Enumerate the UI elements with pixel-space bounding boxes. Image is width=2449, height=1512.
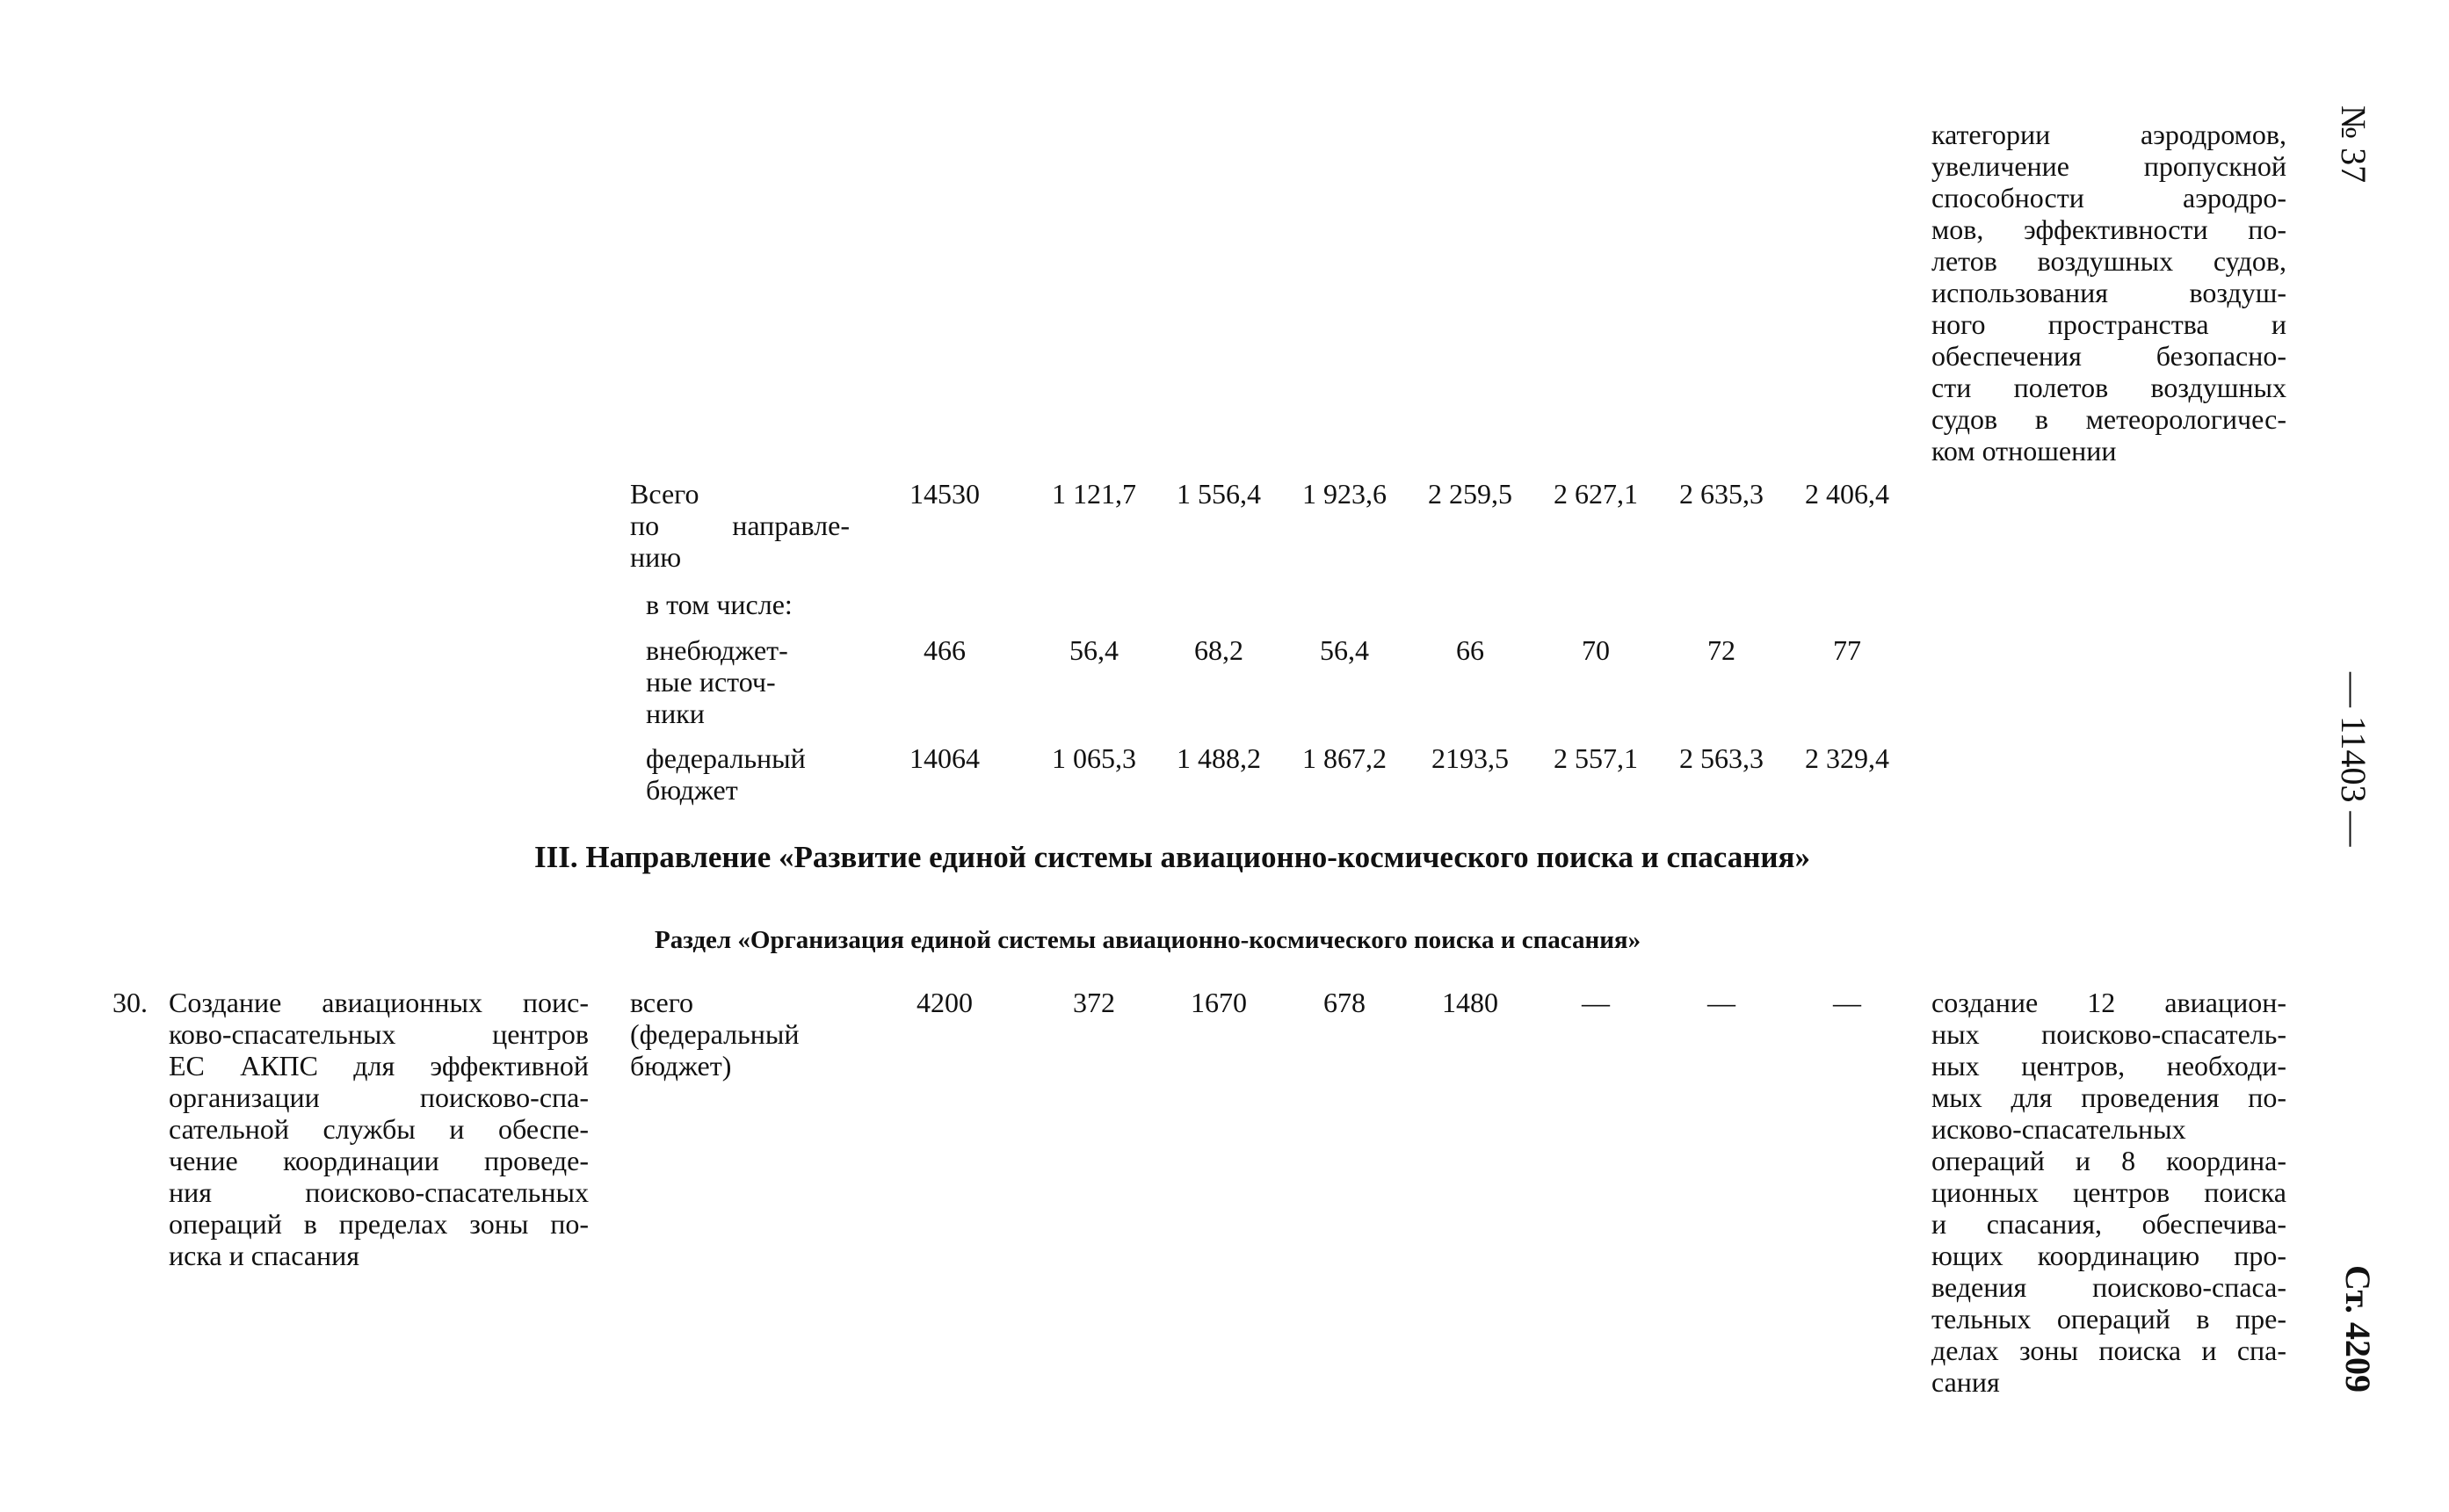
label-line: ные источ- xyxy=(646,666,776,698)
purpose-line: ных центров, необходи- xyxy=(1931,1050,2286,1082)
purpose-line: мов, эффективности по- xyxy=(1931,213,2286,245)
purpose-line: исково-спасательных xyxy=(1931,1113,2186,1145)
name-line: ЕС АКПС для эффективной xyxy=(169,1050,589,1082)
name-line: ния поисково-спасательных xyxy=(169,1176,589,1208)
purpose-line: обеспечения безопасно- xyxy=(1931,340,2286,372)
purpose-line: категории аэродромов, xyxy=(1931,119,2286,150)
purpose-line: судов в метеорологичес- xyxy=(1931,403,2286,435)
name-line: операций в пределах зоны по- xyxy=(169,1208,589,1240)
including-label: в том числе: xyxy=(646,589,793,620)
offbudget-label xyxy=(646,634,830,729)
federal-value: 2 563,3 xyxy=(1679,742,1764,774)
document-page-number: — 11403 — xyxy=(2334,672,2373,847)
item-value: — xyxy=(1833,987,1861,1018)
label-line: ники xyxy=(646,698,705,729)
direction-heading: III. Направление «Развитие единой системы авиационно-космического поиска и спасания» xyxy=(534,840,1810,874)
federal-value: 1 488,2 xyxy=(1177,742,1261,774)
totals-value: 2 627,1 xyxy=(1554,478,1638,510)
item-funding-source xyxy=(630,987,841,1082)
federal-value: 1 867,2 xyxy=(1302,742,1387,774)
totals-value: 1 121,7 xyxy=(1052,478,1136,510)
item-value: 678 xyxy=(1323,987,1366,1018)
federal-value: 14064 xyxy=(909,742,980,774)
article-number: Ст. 4209 xyxy=(2338,1265,2378,1393)
label-line: бюджет xyxy=(646,774,738,806)
label-line: Всего xyxy=(630,478,699,510)
label-line: нию xyxy=(630,541,682,573)
item-value: 4200 xyxy=(917,987,973,1018)
totals-value: 1 923,6 xyxy=(1302,478,1387,510)
purpose-line: использования воздуш- xyxy=(1931,277,2286,308)
offbudget-value: 66 xyxy=(1456,634,1484,666)
item-value: — xyxy=(1582,987,1610,1018)
label-line: по направле- xyxy=(630,510,850,541)
purpose-line: и спасания, обеспечива- xyxy=(1931,1208,2286,1240)
purpose-line: ведения поисково-спаса- xyxy=(1931,1271,2286,1303)
offbudget-value: 68,2 xyxy=(1194,634,1243,666)
name-line: сательной службы и обеспе- xyxy=(169,1113,589,1145)
totals-value: 14530 xyxy=(909,478,980,510)
totals-value: 1 556,4 xyxy=(1177,478,1261,510)
purpose-line: летов воздушных судов, xyxy=(1931,245,2286,277)
federal-value: 1 065,3 xyxy=(1052,742,1136,774)
issue-number: № 37 xyxy=(2334,105,2373,184)
totals-value: 2 406,4 xyxy=(1805,478,1889,510)
source-line: бюджет) xyxy=(630,1050,732,1082)
offbudget-value: 77 xyxy=(1833,634,1861,666)
item-name xyxy=(169,987,589,1271)
purpose-line: сания xyxy=(1931,1366,2000,1398)
item-value: 1670 xyxy=(1191,987,1247,1018)
offbudget-value: 56,4 xyxy=(1320,634,1369,666)
offbudget-value: 466 xyxy=(924,634,966,666)
name-line: чение координации проведе- xyxy=(169,1145,589,1176)
purpose-line: создание 12 авиацион- xyxy=(1931,987,2286,1018)
name-line: иска и спасания xyxy=(169,1240,360,1271)
name-line: Создание авиационных поис- xyxy=(169,987,589,1018)
label-line: внебюджет- xyxy=(646,634,788,666)
purpose-line: делах зоны поиска и спа- xyxy=(1931,1335,2286,1366)
offbudget-value: 72 xyxy=(1707,634,1735,666)
name-line: организации поисково-спа- xyxy=(169,1082,589,1113)
item-number: 30. xyxy=(112,987,148,1018)
federal-value: 2193,5 xyxy=(1431,742,1509,774)
purpose-line: тельных операций в пре- xyxy=(1931,1303,2286,1335)
purpose-line: способности аэродро- xyxy=(1931,182,2286,213)
purpose-line: сти полетов воздушных xyxy=(1931,372,2286,403)
federal-value: 2 557,1 xyxy=(1554,742,1638,774)
purpose-line: ного пространства и xyxy=(1931,308,2286,340)
source-line: (федеральный xyxy=(630,1018,800,1050)
purpose-line: мых для проведения по- xyxy=(1931,1082,2286,1113)
federal-value: 2 329,4 xyxy=(1805,742,1889,774)
section-heading: Раздел «Организация единой системы авиационно-космического поиска и спасания» xyxy=(655,926,1641,954)
item-value: — xyxy=(1707,987,1735,1018)
purpose-line: ных поисково-спасатель- xyxy=(1931,1018,2286,1050)
source-line: всего xyxy=(630,987,694,1018)
offbudget-value: 70 xyxy=(1582,634,1610,666)
name-line: ково-спасательных центров xyxy=(169,1018,589,1050)
purpose-line: увеличение пропускной xyxy=(1931,150,2286,182)
item-value: 1480 xyxy=(1442,987,1498,1018)
totals-value: 2 635,3 xyxy=(1679,478,1764,510)
federal-label xyxy=(646,742,848,806)
previous-item-purpose xyxy=(1931,119,2286,467)
label-line: федеральный xyxy=(646,742,806,774)
totals-label xyxy=(630,478,850,573)
item-value: 372 xyxy=(1073,987,1115,1018)
purpose-line: ющих координацию про- xyxy=(1931,1240,2286,1271)
offbudget-value: 56,4 xyxy=(1069,634,1119,666)
item-purpose xyxy=(1931,987,2286,1398)
purpose-line: операций и 8 координа- xyxy=(1931,1145,2286,1176)
purpose-line: ционных центров поиска xyxy=(1931,1176,2286,1208)
totals-value: 2 259,5 xyxy=(1428,478,1512,510)
purpose-line: ком отношении xyxy=(1931,435,2117,467)
